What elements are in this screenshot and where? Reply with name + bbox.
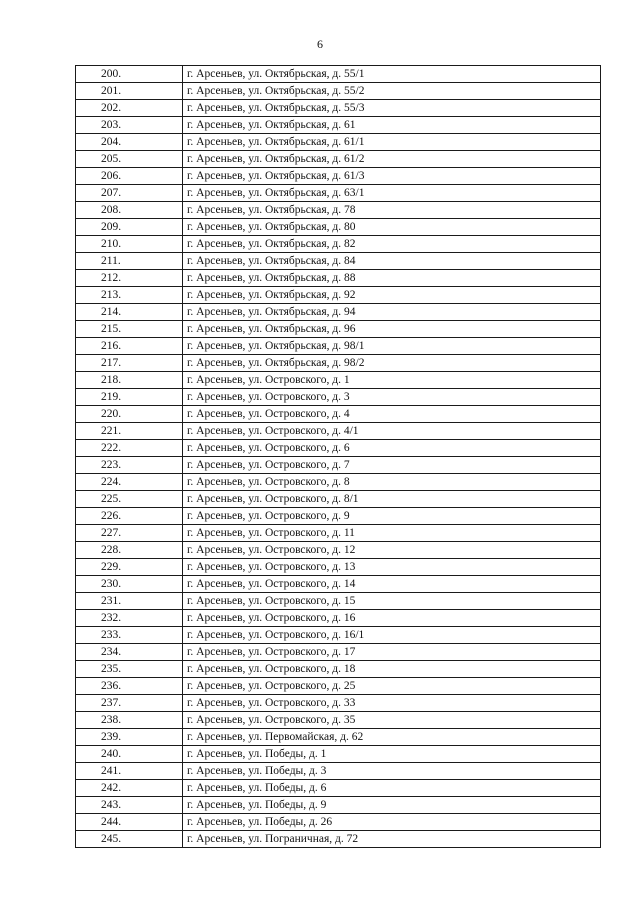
row-address: г. Арсеньев, ул. Островского, д. 16 — [183, 610, 601, 627]
row-number: 222. — [76, 440, 183, 457]
row-number: 214. — [76, 304, 183, 321]
row-number: 206. — [76, 168, 183, 185]
table-row — [76, 423, 601, 440]
row-address: г. Арсеньев, ул. Октябрьская, д. 82 — [183, 236, 601, 253]
table-row — [76, 185, 601, 202]
row-number: 241. — [76, 763, 183, 780]
row-number: 225. — [76, 491, 183, 508]
row-address: г. Арсеньев, ул. Октябрьская, д. 98/1 — [183, 338, 601, 355]
row-number: 202. — [76, 100, 183, 117]
row-number: 219. — [76, 389, 183, 406]
row-number: 212. — [76, 270, 183, 287]
table-row — [76, 202, 601, 219]
table-row — [76, 746, 601, 763]
table-row — [76, 457, 601, 474]
row-number: 200. — [76, 66, 183, 83]
row-number: 215. — [76, 321, 183, 338]
row-number: 201. — [76, 83, 183, 100]
table-row — [76, 253, 601, 270]
table-row — [76, 542, 601, 559]
row-address: г. Арсеньев, ул. Островского, д. 25 — [183, 678, 601, 695]
row-number: 224. — [76, 474, 183, 491]
row-address: г. Арсеньев, ул. Островского, д. 4 — [183, 406, 601, 423]
row-address: г. Арсеньев, ул. Октябрьская, д. 84 — [183, 253, 601, 270]
row-number: 220. — [76, 406, 183, 423]
table-row — [76, 151, 601, 168]
row-address: г. Арсеньев, ул. Островского, д. 18 — [183, 661, 601, 678]
row-address: г. Арсеньев, ул. Победы, д. 3 — [183, 763, 601, 780]
table-row — [76, 389, 601, 406]
row-number: 244. — [76, 814, 183, 831]
table-row — [76, 287, 601, 304]
row-address: г. Арсеньев, ул. Островского, д. 15 — [183, 593, 601, 610]
row-address: г. Арсеньев, ул. Октябрьская, д. 80 — [183, 219, 601, 236]
row-number: 227. — [76, 525, 183, 542]
row-address: г. Арсеньев, ул. Октябрьская, д. 63/1 — [183, 185, 601, 202]
row-address: г. Арсеньев, ул. Победы, д. 1 — [183, 746, 601, 763]
table-row — [76, 576, 601, 593]
row-address: г. Арсеньев, ул. Победы, д. 6 — [183, 780, 601, 797]
row-address: г. Арсеньев, ул. Островского, д. 7 — [183, 457, 601, 474]
row-number: 216. — [76, 338, 183, 355]
row-address: г. Арсеньев, ул. Октябрьская, д. 55/2 — [183, 83, 601, 100]
table-row — [76, 321, 601, 338]
table-row — [76, 83, 601, 100]
table-row — [76, 661, 601, 678]
row-number: 238. — [76, 712, 183, 729]
row-number: 234. — [76, 644, 183, 661]
row-number: 204. — [76, 134, 183, 151]
table-row — [76, 117, 601, 134]
table-row — [76, 219, 601, 236]
table-row — [76, 814, 601, 831]
table-row — [76, 678, 601, 695]
row-number: 223. — [76, 457, 183, 474]
table-row — [76, 525, 601, 542]
row-address: г. Арсеньев, ул. Октябрьская, д. 61/3 — [183, 168, 601, 185]
row-number: 237. — [76, 695, 183, 712]
row-number: 218. — [76, 372, 183, 389]
row-number: 217. — [76, 355, 183, 372]
row-address: г. Арсеньев, ул. Победы, д. 26 — [183, 814, 601, 831]
table-row — [76, 406, 601, 423]
table-row — [76, 304, 601, 321]
address-table — [75, 65, 601, 848]
row-number: 221. — [76, 423, 183, 440]
row-address: г. Арсеньев, ул. Островского, д. 33 — [183, 695, 601, 712]
row-number: 240. — [76, 746, 183, 763]
table-row — [76, 270, 601, 287]
table-row — [76, 66, 601, 83]
row-number: 243. — [76, 797, 183, 814]
table-row — [76, 831, 601, 848]
table-row — [76, 338, 601, 355]
row-address: г. Арсеньев, ул. Октябрьская, д. 61 — [183, 117, 601, 134]
row-address: г. Арсеньев, ул. Победы, д. 9 — [183, 797, 601, 814]
row-address: г. Арсеньев, ул. Октябрьская, д. 55/3 — [183, 100, 601, 117]
table-row — [76, 593, 601, 610]
row-number: 210. — [76, 236, 183, 253]
table-row — [76, 372, 601, 389]
row-address: г. Арсеньев, ул. Островского, д. 9 — [183, 508, 601, 525]
row-address: г. Арсеньев, ул. Октябрьская, д. 98/2 — [183, 355, 601, 372]
address-table-body — [76, 66, 601, 848]
row-number: 245. — [76, 831, 183, 848]
row-address: г. Арсеньев, ул. Островского, д. 6 — [183, 440, 601, 457]
row-number: 235. — [76, 661, 183, 678]
row-number: 213. — [76, 287, 183, 304]
row-number: 203. — [76, 117, 183, 134]
row-address: г. Арсеньев, ул. Островского, д. 12 — [183, 542, 601, 559]
row-address: г. Арсеньев, ул. Островского, д. 14 — [183, 576, 601, 593]
table-row — [76, 559, 601, 576]
row-number: 208. — [76, 202, 183, 219]
row-number: 209. — [76, 219, 183, 236]
row-address: г. Арсеньев, ул. Пограничная, д. 72 — [183, 831, 601, 848]
table-row — [76, 134, 601, 151]
table-row — [76, 474, 601, 491]
row-number: 233. — [76, 627, 183, 644]
row-address: г. Арсеньев, ул. Октябрьская, д. 55/1 — [183, 66, 601, 83]
row-address: г. Арсеньев, ул. Первомайская, д. 62 — [183, 729, 601, 746]
row-number: 207. — [76, 185, 183, 202]
table-row — [76, 236, 601, 253]
row-address: г. Арсеньев, ул. Островского, д. 35 — [183, 712, 601, 729]
row-address: г. Арсеньев, ул. Октябрьская, д. 92 — [183, 287, 601, 304]
row-number: 236. — [76, 678, 183, 695]
row-number: 229. — [76, 559, 183, 576]
row-address: г. Арсеньев, ул. Островского, д. 16/1 — [183, 627, 601, 644]
table-row — [76, 763, 601, 780]
table-row — [76, 797, 601, 814]
row-address: г. Арсеньев, ул. Островского, д. 17 — [183, 644, 601, 661]
table-row — [76, 644, 601, 661]
row-address: г. Арсеньев, ул. Островского, д. 1 — [183, 372, 601, 389]
table-row — [76, 712, 601, 729]
row-address: г. Арсеньев, ул. Островского, д. 4/1 — [183, 423, 601, 440]
row-number: 232. — [76, 610, 183, 627]
table-row — [76, 355, 601, 372]
row-address: г. Арсеньев, ул. Островского, д. 8 — [183, 474, 601, 491]
table-row — [76, 168, 601, 185]
table-row — [76, 627, 601, 644]
row-number: 211. — [76, 253, 183, 270]
row-address: г. Арсеньев, ул. Октябрьская, д. 78 — [183, 202, 601, 219]
row-address: г. Арсеньев, ул. Островского, д. 8/1 — [183, 491, 601, 508]
row-address: г. Арсеньев, ул. Октябрьская, д. 88 — [183, 270, 601, 287]
table-row — [76, 729, 601, 746]
row-address: г. Арсеньев, ул. Островского, д. 11 — [183, 525, 601, 542]
table-row — [76, 695, 601, 712]
row-address: г. Арсеньев, ул. Островского, д. 3 — [183, 389, 601, 406]
row-address: г. Арсеньев, ул. Октябрьская, д. 96 — [183, 321, 601, 338]
table-row — [76, 780, 601, 797]
page-number: 6 — [317, 37, 323, 51]
row-address: г. Арсеньев, ул. Октябрьская, д. 61/2 — [183, 151, 601, 168]
row-address: г. Арсеньев, ул. Октябрьская, д. 94 — [183, 304, 601, 321]
row-number: 230. — [76, 576, 183, 593]
row-number: 242. — [76, 780, 183, 797]
row-number: 226. — [76, 508, 183, 525]
table-row — [76, 440, 601, 457]
row-address: г. Арсеньев, ул. Октябрьская, д. 61/1 — [183, 134, 601, 151]
row-number: 228. — [76, 542, 183, 559]
table-row — [76, 491, 601, 508]
row-number: 205. — [76, 151, 183, 168]
row-number: 239. — [76, 729, 183, 746]
row-address: г. Арсеньев, ул. Островского, д. 13 — [183, 559, 601, 576]
table-row — [76, 508, 601, 525]
table-row — [76, 100, 601, 117]
row-number: 231. — [76, 593, 183, 610]
table-row — [76, 610, 601, 627]
